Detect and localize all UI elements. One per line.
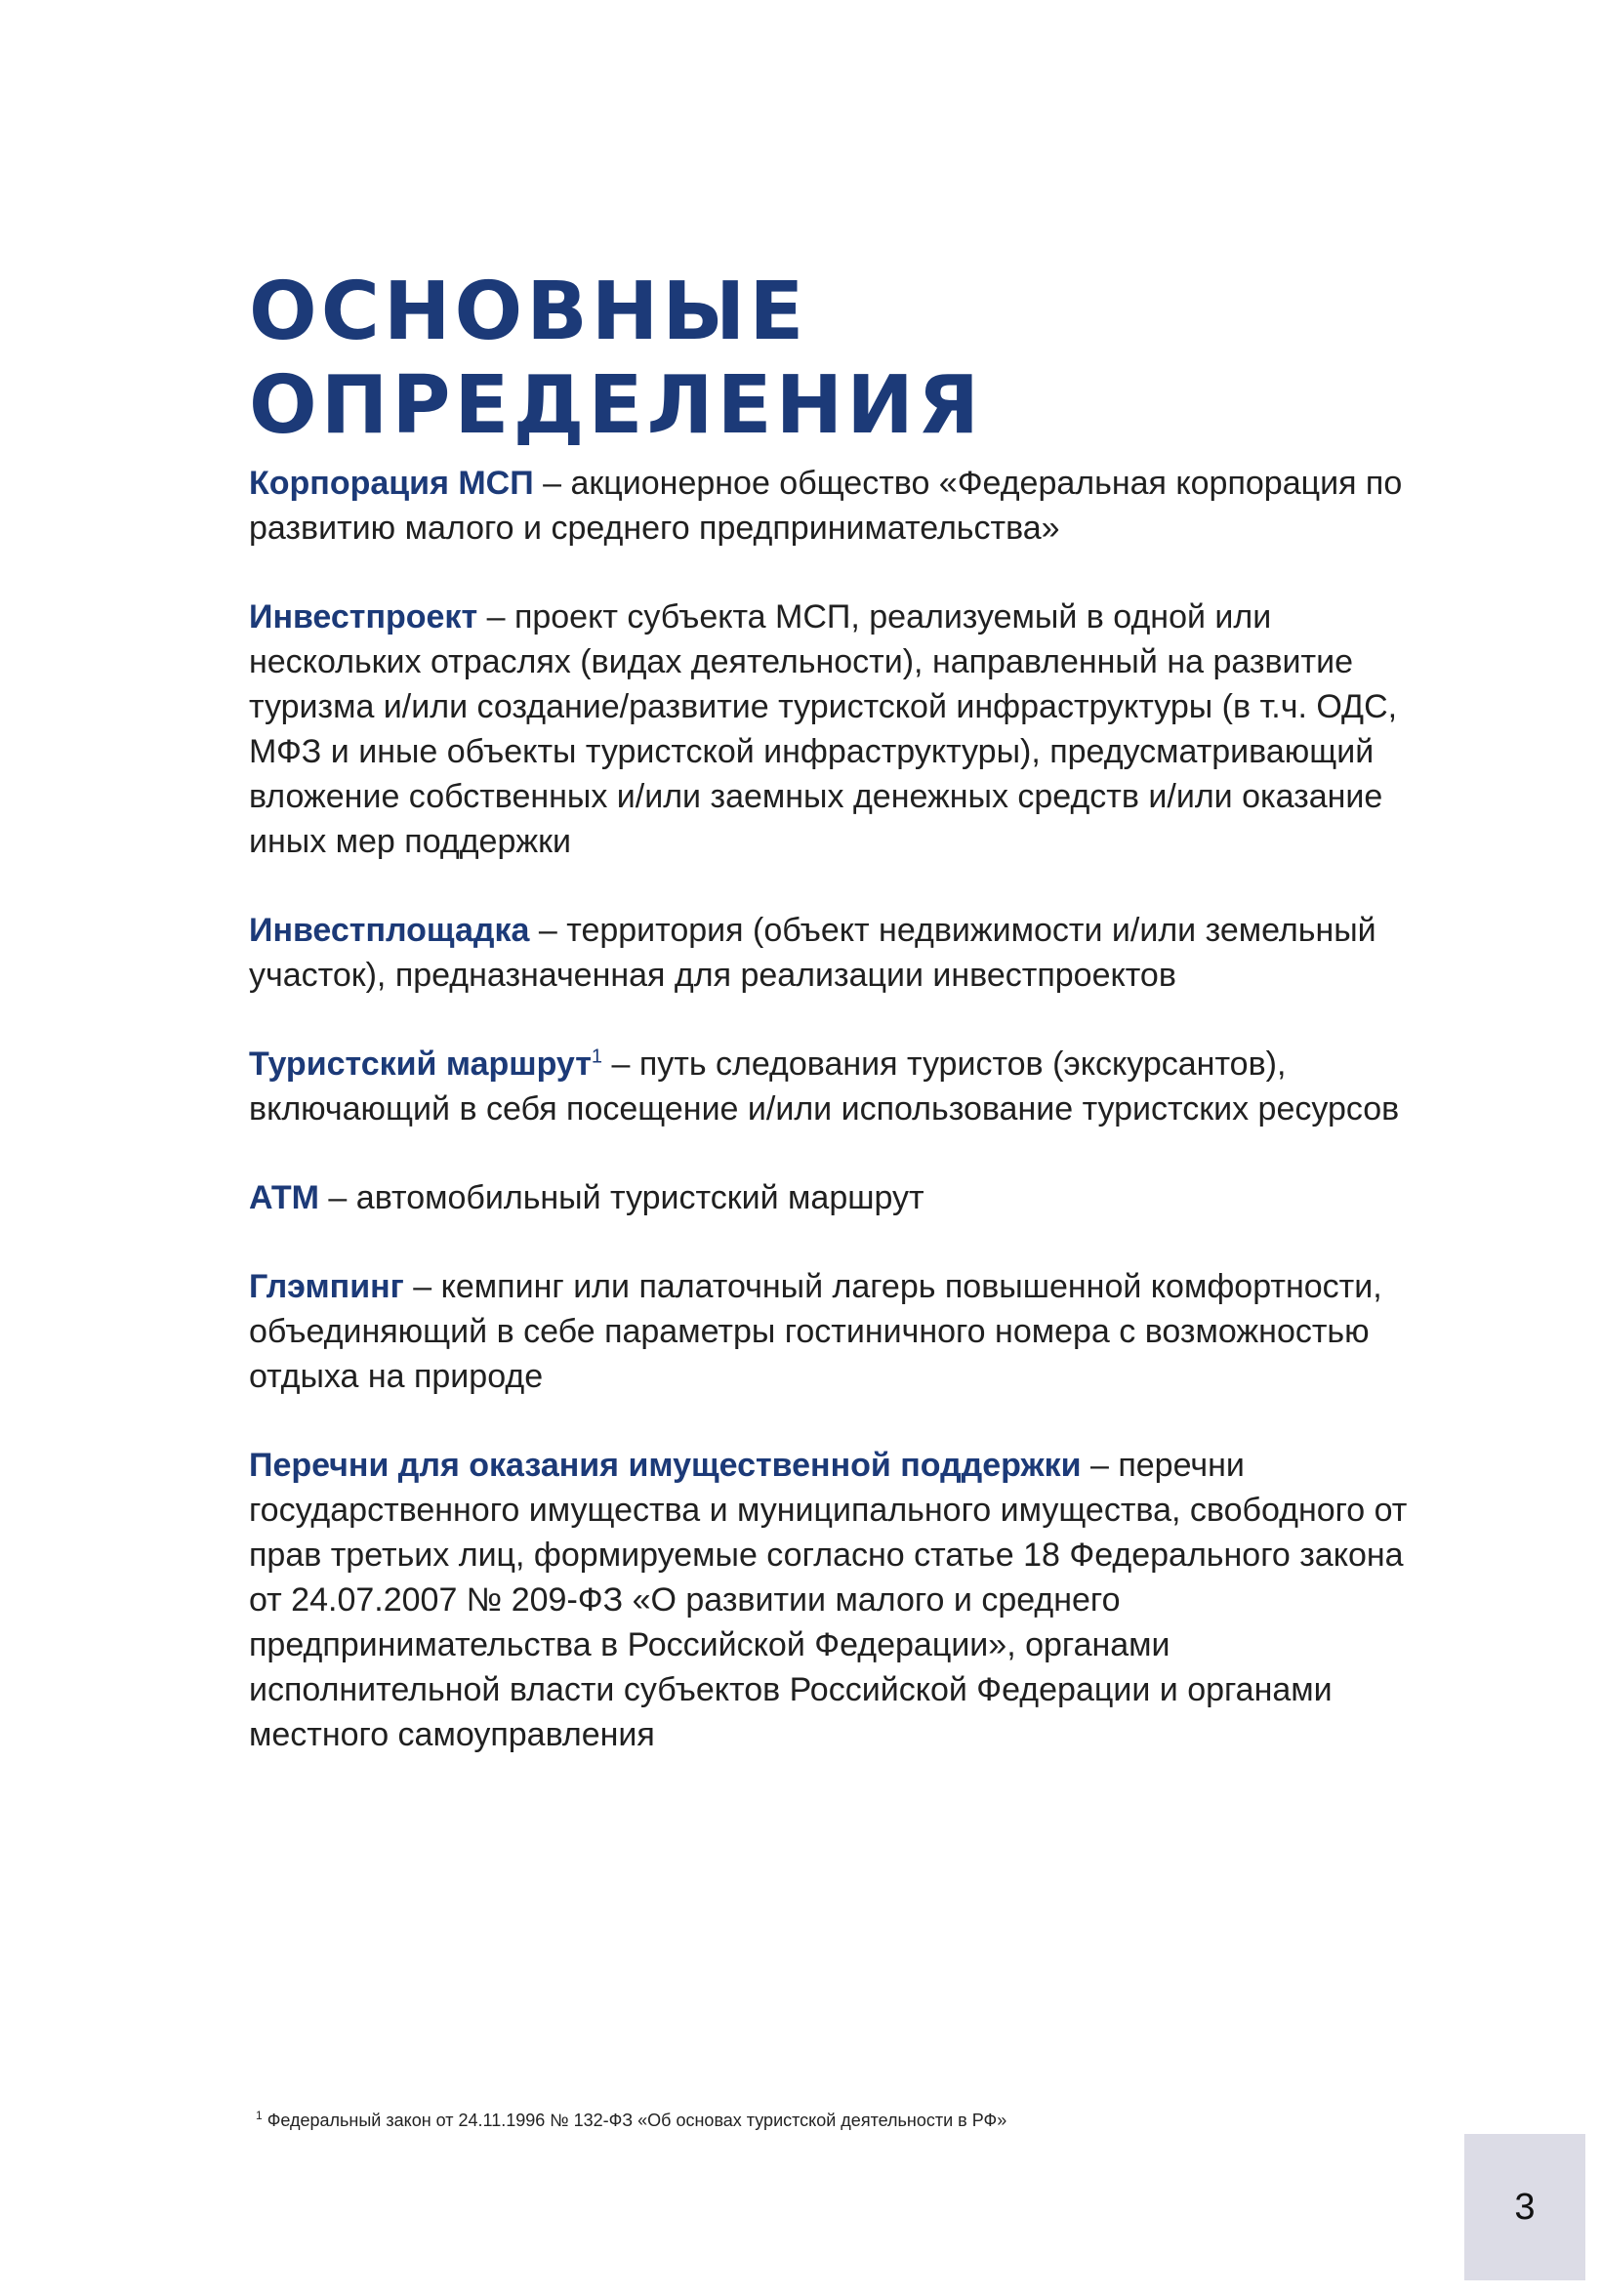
definition-dash: – <box>1089 1447 1109 1484</box>
definition-dash: – <box>413 1268 432 1305</box>
definition-dash: – <box>486 598 506 636</box>
definition-term: Перечни для оказания имущественной поддержки <box>249 1447 1082 1484</box>
definition-item <box>249 461 1411 551</box>
definitions-list <box>249 461 1411 1801</box>
definition-dash: – <box>328 1179 348 1216</box>
page-number-tab <box>1464 2134 1585 2280</box>
page-number: 3 <box>1514 2186 1536 2228</box>
definition-text: проект субъекта МСП, реализуемый в одной или нескольких отраслях (видах деятельности), направленный на развитие туризма и/или создание/развитие туристской инфраструктуры (в т.ч. ОДС, МФЗ и иные объекты туристской инфраструктуры), предусматривающий вложение собственных и/или заемных денежных средств и/или оказание иных мер поддержки <box>249 598 1398 860</box>
definition-text: автомобильный туристский маршрут <box>355 1179 924 1216</box>
page-title-line-1: ОСНОВНЫЕ <box>249 266 808 358</box>
definition-dash: – <box>611 1046 631 1083</box>
definition-text: перечни государственного имущества и муниципального имущества, свободного от прав третьих лиц, формируемые согласно статье 18 Федерального закона от 24.07.2007 № 209-ФЗ «О развитии малого и среднего предпринимательства в Российской Федерации», органами исполнительной власти субъектов Российской Федерации и органами местного самоуправления <box>249 1447 1408 1753</box>
definition-item <box>249 908 1411 998</box>
definition-dash: – <box>538 912 557 949</box>
definition-term: Корпорация МСП <box>249 465 534 502</box>
footnote-marker: 1 <box>591 1046 603 1068</box>
definition-item <box>249 594 1411 864</box>
definition-item <box>249 1175 1411 1220</box>
page-title <box>249 266 1225 453</box>
definition-dash: – <box>543 465 562 502</box>
definition-term: Инвестпроект <box>249 598 478 636</box>
definition-text: кемпинг или палаточный лагерь повышенной комфортности, объединяющий в себе параметры гостиничного номера с возможностью отдыха на природе <box>249 1268 1382 1395</box>
footnote-number: 1 <box>256 2109 263 2122</box>
definition-term: Глэмпинг <box>249 1268 404 1305</box>
page-title-line-2: ОПРЕДЕЛЕНИЯ <box>249 359 984 452</box>
footnote-text: Федеральный закон от 24.11.1996 № 132-ФЗ «Об основах туристской деятельности в РФ» <box>267 2111 1007 2130</box>
footnote <box>256 2109 1330 2132</box>
definition-term: Инвестплощадка <box>249 912 530 949</box>
definition-text: путь следования туристов (экскурсантов), включающий в себя посещение и/или использование туристских ресурсов <box>249 1046 1400 1128</box>
definition-text: территория (объект недвижимости и/или земельный участок), предназначенная для реализации инвестпроектов <box>249 912 1376 994</box>
definition-item <box>249 1264 1411 1399</box>
definition-term: Туристский маршрут$^1$ <box>249 1046 603 1083</box>
definition-text: акционерное общество «Федеральная корпорация по развитию малого и среднего предпринимательства» <box>249 465 1403 547</box>
definition-item <box>249 1443 1411 1757</box>
definition-term: АТМ <box>249 1179 319 1216</box>
definition-item <box>249 1042 1411 1131</box>
